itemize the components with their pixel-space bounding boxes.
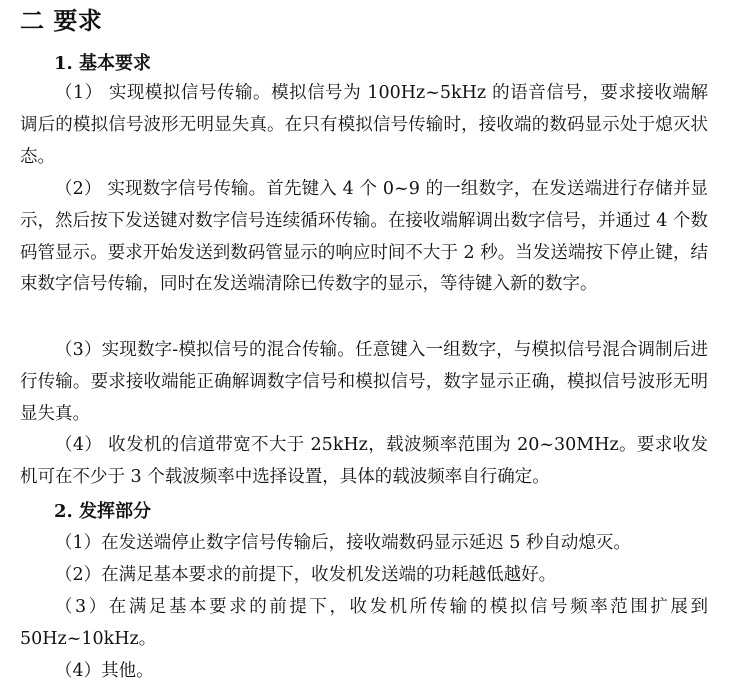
basic-requirements-heading: 1. 基本要求 [54,53,152,74]
section-title: 二 要求 [20,6,103,35]
extended-requirements-heading: 2. 发挥部分 [54,501,152,522]
basic-requirement-item: （2） 实现数字信号传输。首先键入 4 个 0~9 的一组数字，在发送端进行存储并显示，然后按下发送键对数字信号连续循环传输。在接收端解调出数字信号，并通过 4 个数码管显示。要求开始发送到数码管显示的响应时间不大于 2 秒。当发送端按下停止键，结束数字信号传输，同时在发送端清除已传数字的显示，等待键入新的数字。 [20,179,708,295]
extended-requirement-item: （2）在满足基本要求的前提下，收发机发送端的功耗越低越好。 [55,565,557,585]
extended-requirement-item: （3）在满足基本要求的前提下，收发机所传输的模拟信号频率范围扩展到50Hz~10kHz。 [20,597,708,649]
basic-requirement-item: （4） 收发机的信道带宽不大于 25kHz，载波频率范围为 20~30MHz。要求收发机可在不少于 3 个载波频率中选择设置，具体的载波频率自行确定。 [20,435,708,487]
extended-requirement-item: （4）其他。 [55,661,154,681]
basic-requirement-item: （3）实现数字-模拟信号的混合传输。任意键入一组数字，与模拟信号混合调制后进行传输。要求接收端能正确解调数字信号和模拟信号，数字显示正确，模拟信号波形无明显失真。 [20,340,708,424]
basic-requirement-item: （1） 实现模拟信号传输。模拟信号为 100Hz~5kHz 的语音信号，要求接收端解调后的模拟信号波形无明显失真。在只有模拟信号传输时，接收端的数码显示处于熄灭状态。 [20,83,708,167]
extended-requirement-item: （1）在发送端停止数字信号传输后，接收端数码显示延迟 5 秒自动熄灭。 [55,533,631,553]
